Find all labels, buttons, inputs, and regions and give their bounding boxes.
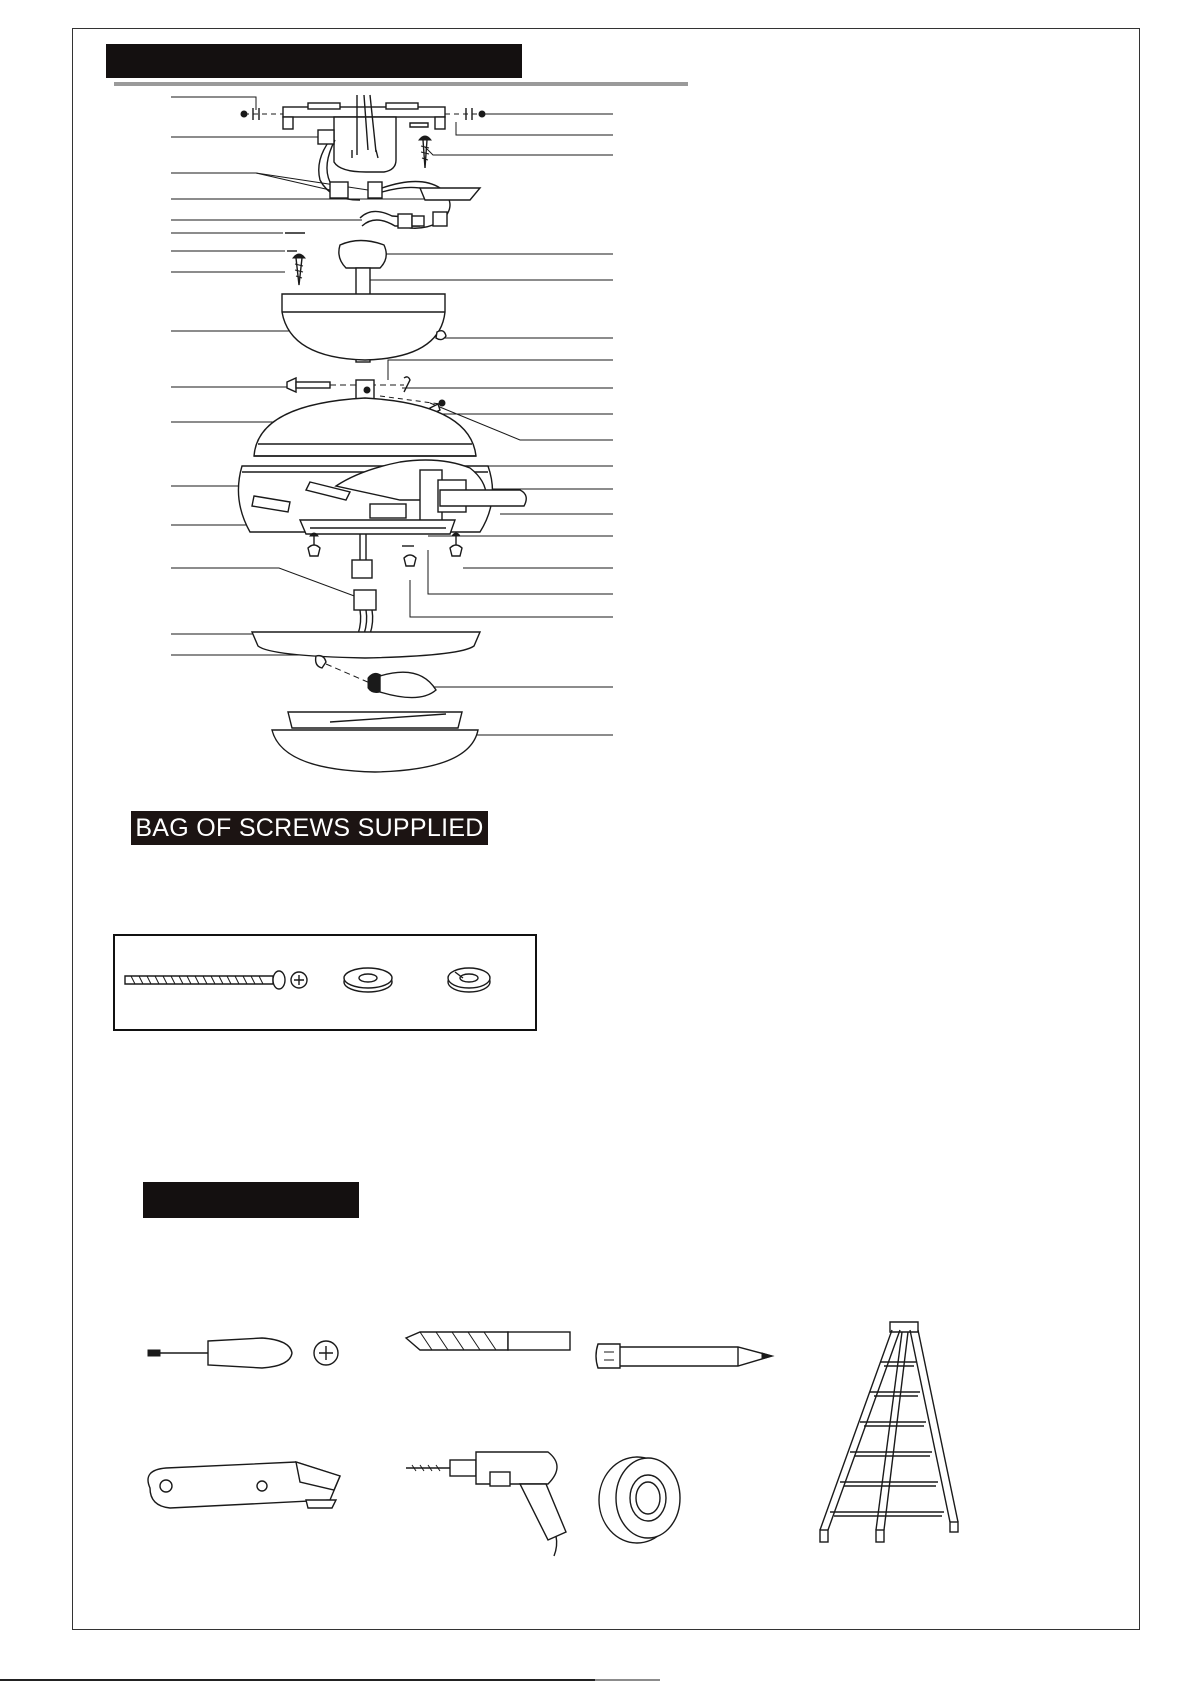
- step-ladder-icon: [820, 1322, 958, 1542]
- utility-knife-icon: [148, 1462, 340, 1508]
- footer-rule: [0, 1679, 595, 1681]
- screwdriver-icon: [148, 1338, 338, 1368]
- pencil-icon: [596, 1344, 772, 1368]
- screws-heading: BAG OF SCREWS SUPPLIED: [131, 811, 488, 845]
- power-drill-icon: [406, 1452, 566, 1556]
- electrical-tape-icon: [599, 1457, 680, 1543]
- drill-bit-icon: [406, 1332, 570, 1350]
